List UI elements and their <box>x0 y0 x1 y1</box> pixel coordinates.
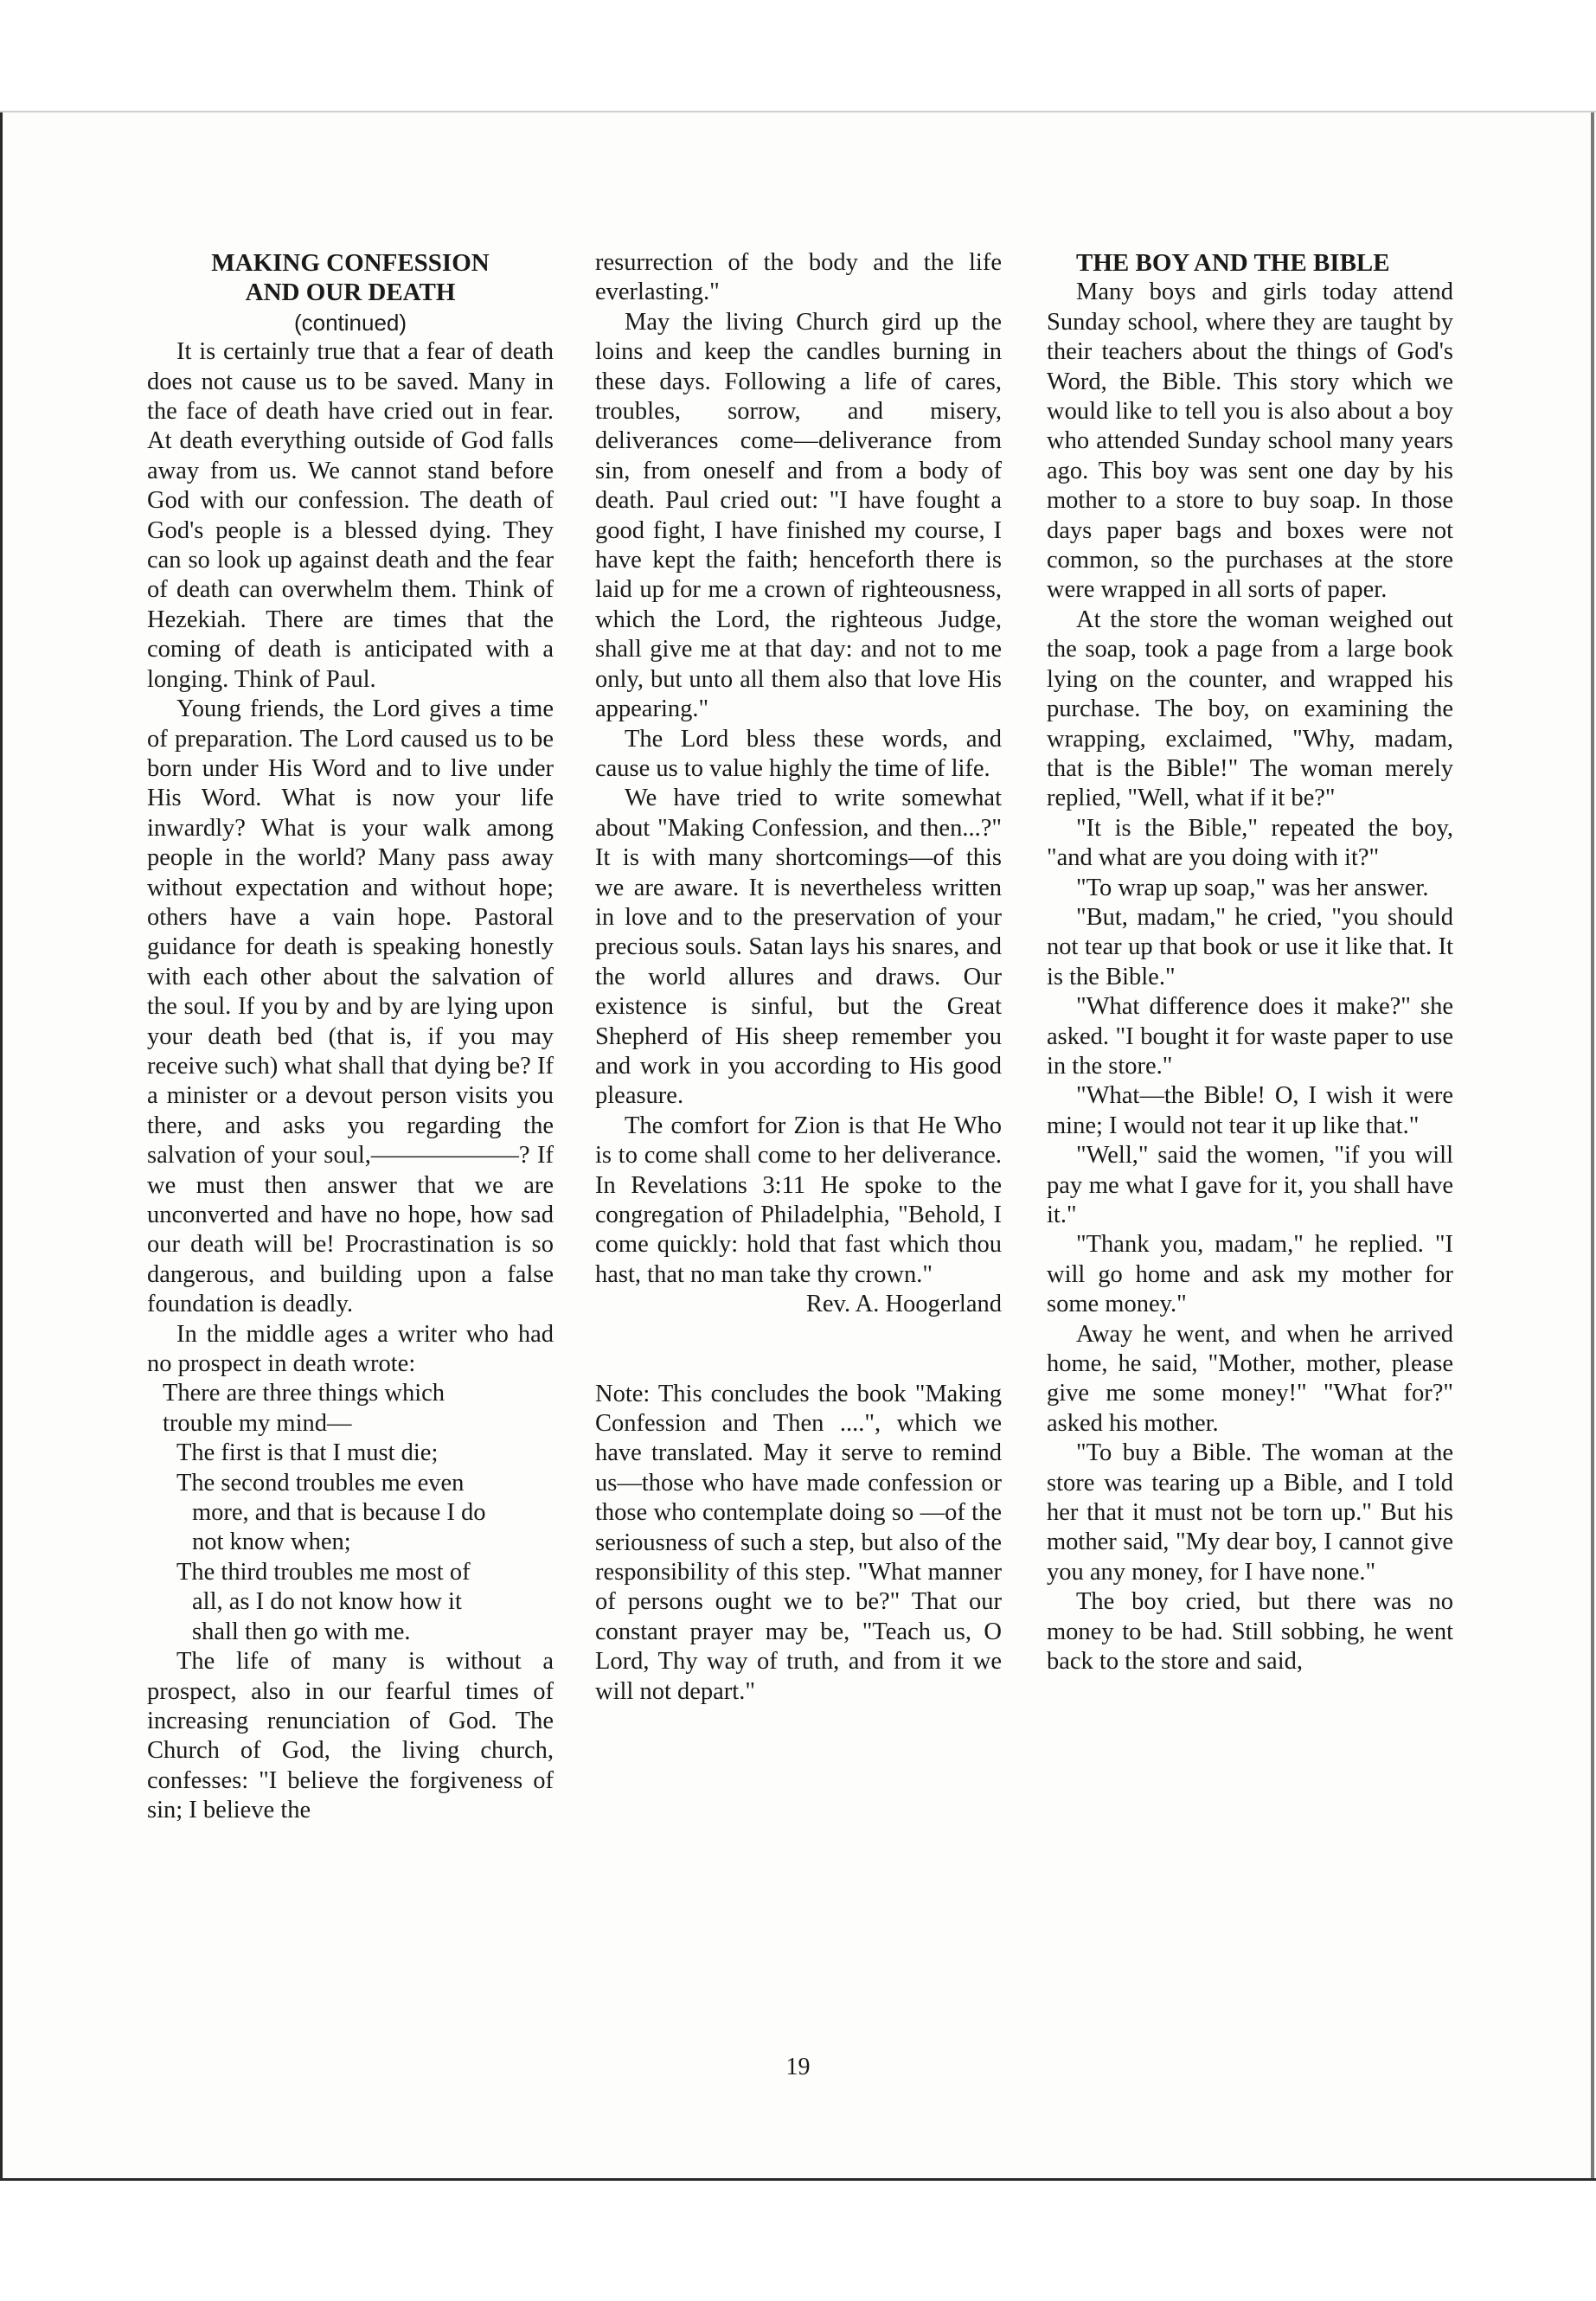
paragraph: "What—the Bible! O, I wish it were mine; I would not tear it up like that." <box>1047 1082 1453 1139</box>
paragraph-continuation: resurrection of the body and the life everlasting." <box>595 249 1002 306</box>
poem-line: trouble my mind— <box>163 1409 352 1437</box>
continued-label: (continued) <box>293 309 407 336</box>
paragraph: We have tried to write somewhat about "Making Confession, and then...?" It is with many shortcomings—of this we are aware. It is nevertheless written in love and to the preservation of your precious souls. Satan lays his snares, and the world allures and draws. Our existence is sinful, but the Great Shepherd of His sheep remember you and work in you according to His good pleasure. <box>595 785 1002 1110</box>
page-left-edge <box>0 112 9 2180</box>
article-title-line-2: AND OUR DEATH <box>245 279 456 307</box>
page-right-edge <box>1591 112 1594 2180</box>
poem-line: shall then go with me. <box>192 1618 411 1645</box>
poem-line: not know when; <box>192 1529 351 1556</box>
paragraph: At the store the woman weighed out the soap, took a page from a large book lying on the counter, and wrapped his purchase. The boy, on examining the wrapping, exclaimed, "Why, madam, that is the Bible!" The woman merely replied, "Well, what if it be?" <box>1047 606 1453 812</box>
poem-line: There are three things which <box>163 1380 445 1407</box>
paragraph: "To buy a Bible. The woman at the store was tearing up a Bible, and I told her that it must not be torn up." But his mother said, "My dear boy, I cannot give you any money, for I have none." <box>1047 1439 1453 1586</box>
article-title-line-1: MAKING CONFESSION <box>211 249 490 277</box>
page-bottom-edge <box>0 2178 1596 2181</box>
paragraph: May the living Church gird up the loins and keep the candles burning in these days. Following a life of cares, troubles, sorrow, and misery, deliverances come—deliverance from sin, from oneself and from a body of death. Paul cried out: "I have fought a good fight, I have finished my course, I have kept the faith; henceforth there is laid up for me a crown of righteousness, which the Lord, the righteous Judge, shall give me at that day: and not to me only, but unto all them also that love His appearing." <box>595 308 1002 723</box>
paragraph: "What difference does it make?" she asked. "I bought it for waste paper to use in the store." <box>1047 993 1453 1080</box>
paragraph: The life of many is without a prospect, also in our fearful times of increasing renunciation of God. The Church of God, the living church, confesses: "I believe the forgiveness of sin; I believe the <box>147 1648 554 1824</box>
article-title: THE BOY AND THE BIBLE <box>1076 249 1390 277</box>
spacer <box>595 1320 1002 1380</box>
poem-line: The third troubles me most of <box>176 1558 471 1586</box>
poem <box>147 1379 554 1647</box>
poem-line: more, and that is because I do <box>192 1499 486 1527</box>
paragraph: Away he went, and when he arrived home, he said, "Mother, mother, please give me some money!" "What for?" asked his mother. <box>1047 1320 1453 1437</box>
paragraph: "But, madam," he cried, "you should not tear up that book or use it like that. It is the Bible." <box>1047 903 1453 990</box>
column-2 <box>595 248 1002 1707</box>
paragraph: "Well," said the women, "if you will pay me what I gave for it, you shall have it." <box>1047 1142 1453 1228</box>
paragraph: "Thank you, madam," he replied. "I will go home and ask my mother for some money." <box>1047 1231 1453 1318</box>
column-3 <box>1047 248 1453 1677</box>
page-number: 19 <box>785 2054 811 2080</box>
poem-line: The second troubles me even <box>176 1469 465 1497</box>
paragraph: In the middle ages a writer who had no prospect in death wrote: <box>147 1320 554 1378</box>
column-1 <box>147 248 554 1826</box>
paragraph: The comfort for Zion is that He Who is to come shall come to her deliverance. In Revelations 3:11 He spoke to the congregation of Philadelphia, "Behold, I come quickly: hold that fast which thou hast, that no man take thy crown." <box>595 1112 1002 1288</box>
paragraph: Young friends, the Lord gives a time of preparation. The Lord caused us to be born under His Word and to live under His Word. What is now your life inwardly? What is your walk among people in the world? Many pass away without expectation and without hope; others have a vain hope. Pastoral guidance for death is speaking honestly with each other about the salvation of the soul. If you by and by are lying upon your death bed (that is, if you may receive such) what shall that dying be? If a minister or a devout person visits you there, and asks you regarding the salvation of your soul,——————? If we must then answer that we are unconverted and have no hope, how sad our death will be! Procrastination is so dangerous, and building upon a false foundation is deadly. <box>147 695 554 1318</box>
paragraph: The Lord bless these words, and cause us to value highly the time of life. <box>595 725 1002 782</box>
translator-note: Note: This concludes the book "Making Confession and Then ....", which we have translated. May it serve to remind us—those who have made confession or those who contemplate doing so —of the seriousness of such a step, but also of the responsibility of this step. "What manner of persons ought we to be?" That our constant prayer may be, "Teach us, O Lord, Thy way of truth, and from it we will not depart." <box>595 1380 1002 1705</box>
poem-line: all, as I do not know how it <box>192 1588 462 1616</box>
paragraph: "To wrap up soap," was her answer. <box>1076 874 1429 901</box>
paragraph: It is certainly true that a fear of death does not cause us to be saved. Many in the face of death have cried out in fear. At death everything outside of God falls away from us. We cannot stand before God with our confession. The death of God's people is a blessed dying. They can so look up against death and the fear of death can overwhelm them. Think of Hezekiah. There are times that the coming of death is anticipated with a longing. Think of Paul. <box>147 338 554 693</box>
poem-line: The first is that I must die; <box>176 1439 439 1467</box>
paragraph: "It is the Bible," repeated the boy, "and what are you doing with it?" <box>1047 814 1453 872</box>
author-signature: Rev. A. Hoogerland <box>805 1291 1002 1318</box>
paragraph: Many boys and girls today attend Sunday school, where they are taught by their teachers about the things of God's Word, the Bible. This story which we would like to tell you is also about a boy who attended Sunday school many years ago. This boy was sent one day by his mother to a store to buy soap. In those days paper bags and boxes were not common, so the purchases at the store were wrapped in all sorts of paper. <box>1047 279 1453 604</box>
paragraph: The boy cried, but there was no money to be had. Still sobbing, he went back to the store and said, <box>1047 1588 1453 1676</box>
